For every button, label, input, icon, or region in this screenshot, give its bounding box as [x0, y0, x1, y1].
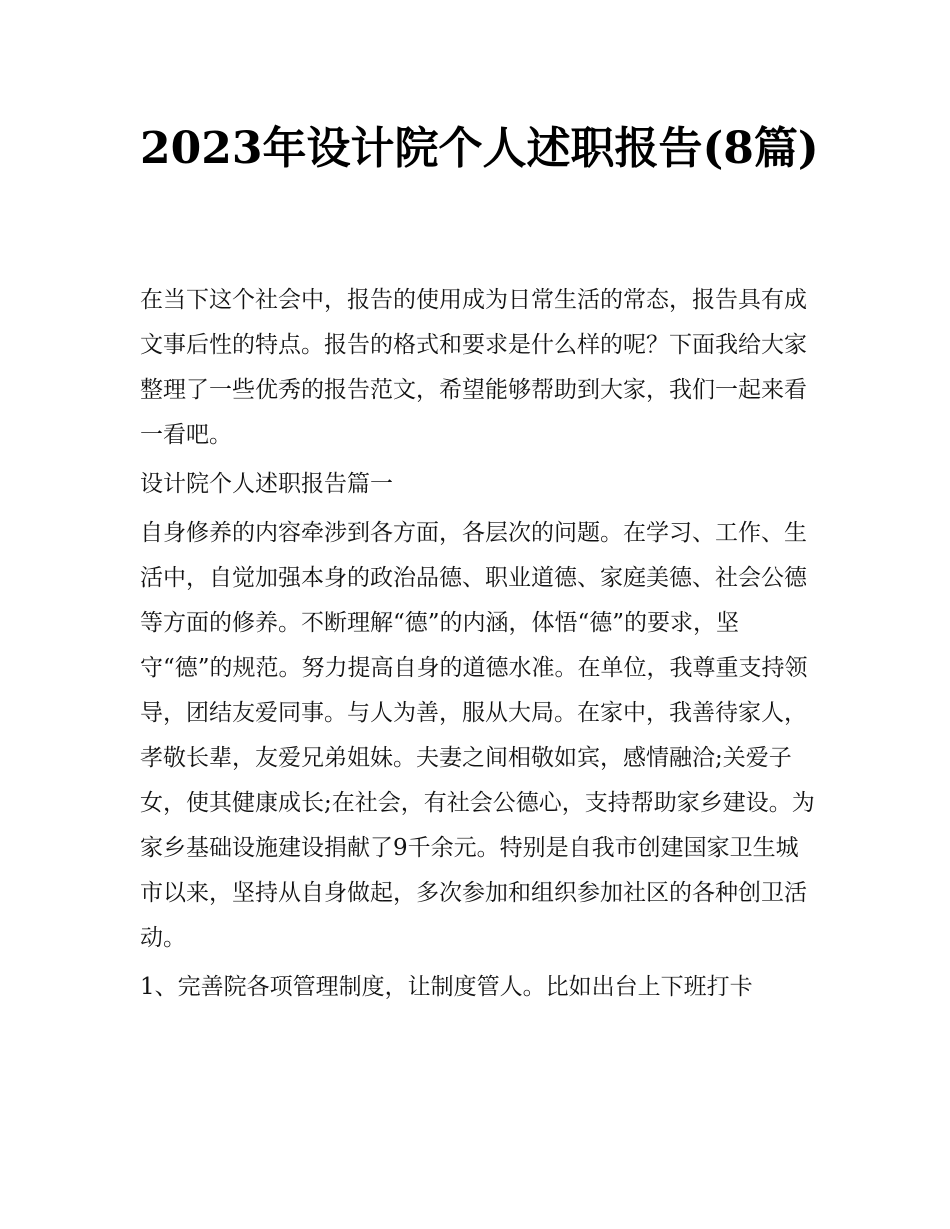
document-title: 2023年设计院个人述职报告(8篇): [140, 123, 819, 174]
section-heading: 设计院个人述职报告篇一: [140, 471, 393, 497]
intro-paragraph: 在当下这个社会中，报告的使用成为日常生活的常态，报告具有成文事后性的特点。报告的格式和要求是什么样的呢？下面我给大家整理了一些优秀的报告范文，希望能够帮助到大家，我们一起来看一看吧。: [140, 287, 807, 448]
list-item: 1、完善院各项管理制度，让制度管人。比如出台上下班打卡: [140, 974, 753, 1000]
body-paragraph: 自身修养的内容牵涉到各方面，各层次的问题。在学习、工作、生活中，自觉加强本身的政治品德、职业道德、家庭美德、社会公德等方面的修养。不断理解“德”的内涵，体悟“德”的要求，坚守“德”的规范。努力提高自身的道德水准。在单位，我尊重支持领导，团结友爱同事。与人为善，服从大局。在家中，我善待家人，孝敬长辈，友爱兄弟姐妹。夫妻之间相敬如宾，感情融洽;关爱子女，使其健康成长;在社会，有社会公德心，支持帮助家乡建设。为家乡基础设施建设捐献了9千余元。特别是自我市创建国家卫生城市以来，坚持从自身做起，多次参加和组织参加社区的各种创卫活动。: [140, 520, 815, 951]
document-body: [140, 278, 820, 1010]
